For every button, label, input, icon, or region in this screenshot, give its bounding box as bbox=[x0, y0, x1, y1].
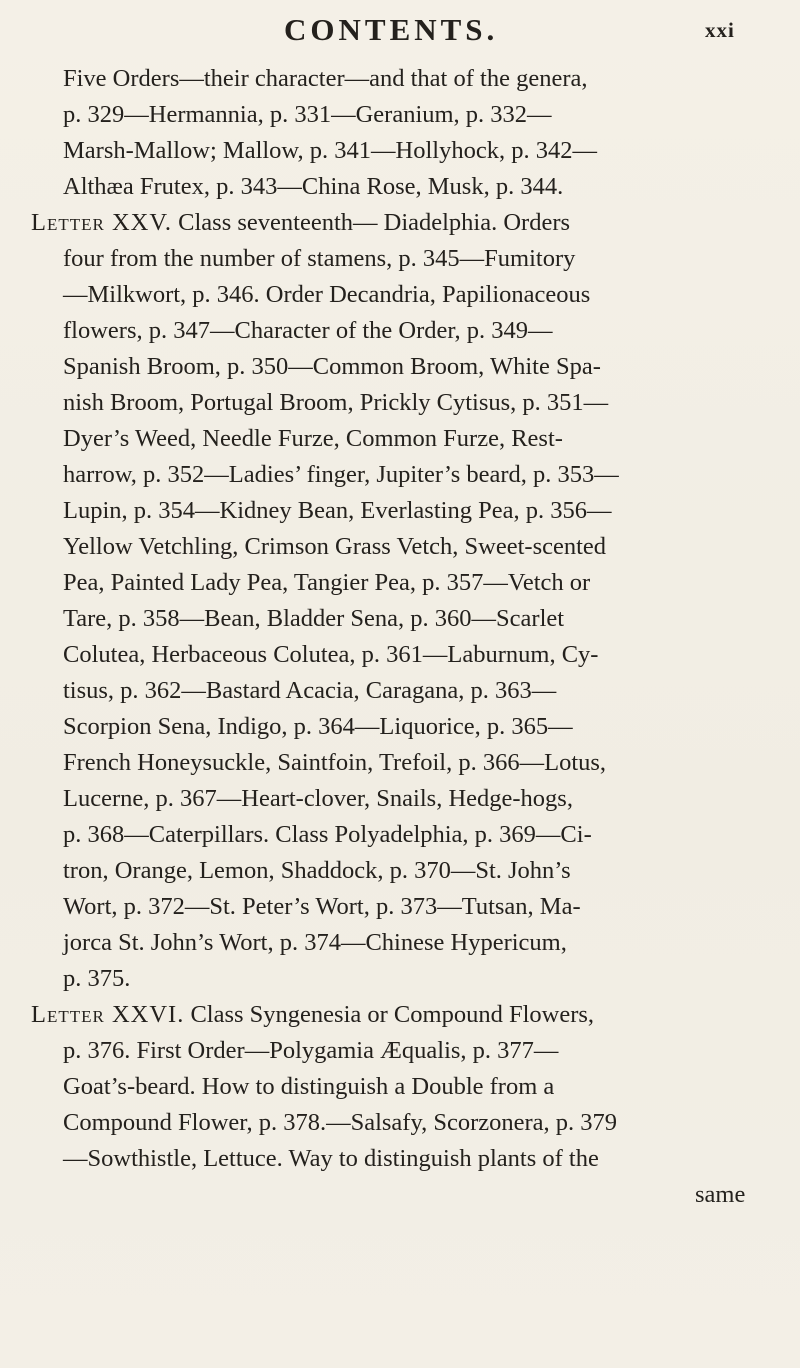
text-line: Tare, p. 358—Bean, Bladder Sena, p. 360—Scarlet bbox=[63, 605, 565, 632]
text-line: p. 329—Hermannia, p. 331—Geranium, p. 332— bbox=[63, 101, 552, 128]
text-line: p. 375. bbox=[63, 965, 131, 992]
text-line: Compound Flower, p. 378.—Salsafy, Scorzonera, p. 379 bbox=[63, 1109, 618, 1136]
letter-heading: Letter XXV. bbox=[31, 209, 173, 236]
text-line: Yellow Vetchling, Crimson Grass Vetch, Sweet-scented bbox=[63, 533, 607, 560]
text-line: Lupin, p. 354—Kidney Bean, Everlasting Pea, p. 356— bbox=[63, 497, 612, 524]
catchword: same bbox=[695, 1181, 746, 1208]
text-line: Wort, p. 372—St. Peter’s Wort, p. 373—Tutsan, Ma- bbox=[63, 893, 581, 920]
text-line: —Sowthistle, Lettuce. Way to distinguish plants of the bbox=[63, 1145, 599, 1172]
text-line: p. 368—Caterpillars. Class Polyadelphia, p. 369—Ci- bbox=[63, 821, 592, 848]
text-line: Marsh-Mallow; Mallow, p. 341—Hollyhock, p. 342— bbox=[63, 137, 597, 164]
text-line: harrow, p. 352—Ladies’ finger, Jupiter’s beard, p. 353— bbox=[63, 461, 619, 488]
letter-heading-line bbox=[31, 208, 570, 238]
text-line: jorca St. John’s Wort, p. 374—Chinese Hypericum, bbox=[63, 929, 567, 956]
text-line: Five Orders—their character—and that of the genera, bbox=[63, 65, 588, 92]
text-line: Scorpion Sena, Indigo, p. 364—Liquorice, p. 365— bbox=[63, 713, 573, 740]
text-line: p. 376. First Order—Polygamia Æqualis, p. 377— bbox=[63, 1037, 559, 1064]
text-line: tron, Orange, Lemon, Shaddock, p. 370—St. John’s bbox=[63, 857, 571, 884]
text-line: Dyer’s Weed, Needle Furze, Common Furze, Rest- bbox=[63, 425, 563, 452]
letter-heading-line bbox=[31, 1000, 594, 1030]
page-header bbox=[0, 12, 800, 52]
text-line: Pea, Painted Lady Pea, Tangier Pea, p. 357—Vetch or bbox=[63, 569, 591, 596]
text-line: Colutea, Herbaceous Colutea, p. 361—Laburnum, Cy- bbox=[63, 641, 599, 668]
text-line: French Honeysuckle, Saintfoin, Trefoil, p. 366—Lotus, bbox=[63, 749, 607, 776]
text-line: Class seventeenth— Diadelphia. Orders bbox=[178, 209, 571, 236]
text-line: Spanish Broom, p. 350—Common Broom, White Spa- bbox=[63, 353, 601, 380]
text-line: four from the number of stamens, p. 345—Fumitory bbox=[63, 245, 576, 272]
text-line: Althæa Frutex, p. 343—China Rose, Musk, p. 344. bbox=[63, 173, 564, 200]
letter-heading: Letter XXVI. bbox=[31, 1001, 185, 1028]
text-line: tisus, p. 362—Bastard Acacia, Caragana, p. 363— bbox=[63, 677, 557, 704]
text-line: nish Broom, Portugal Broom, Prickly Cytisus, p. 351— bbox=[63, 389, 609, 416]
page-number: xxi bbox=[705, 18, 735, 42]
running-title: CONTENTS. bbox=[284, 12, 499, 47]
text-line: Lucerne, p. 367—Heart-clover, Snails, Hedge-hogs, bbox=[63, 785, 573, 812]
text-line: Goat’s-beard. How to distinguish a Double from a bbox=[63, 1073, 555, 1100]
text-line: flowers, p. 347—Character of the Order, p. 349— bbox=[63, 317, 553, 344]
text-line: Class Syngenesia or Compound Flowers, bbox=[190, 1001, 595, 1028]
text-line: —Milkwort, p. 346. Order Decandria, Papilionaceous bbox=[63, 281, 591, 308]
